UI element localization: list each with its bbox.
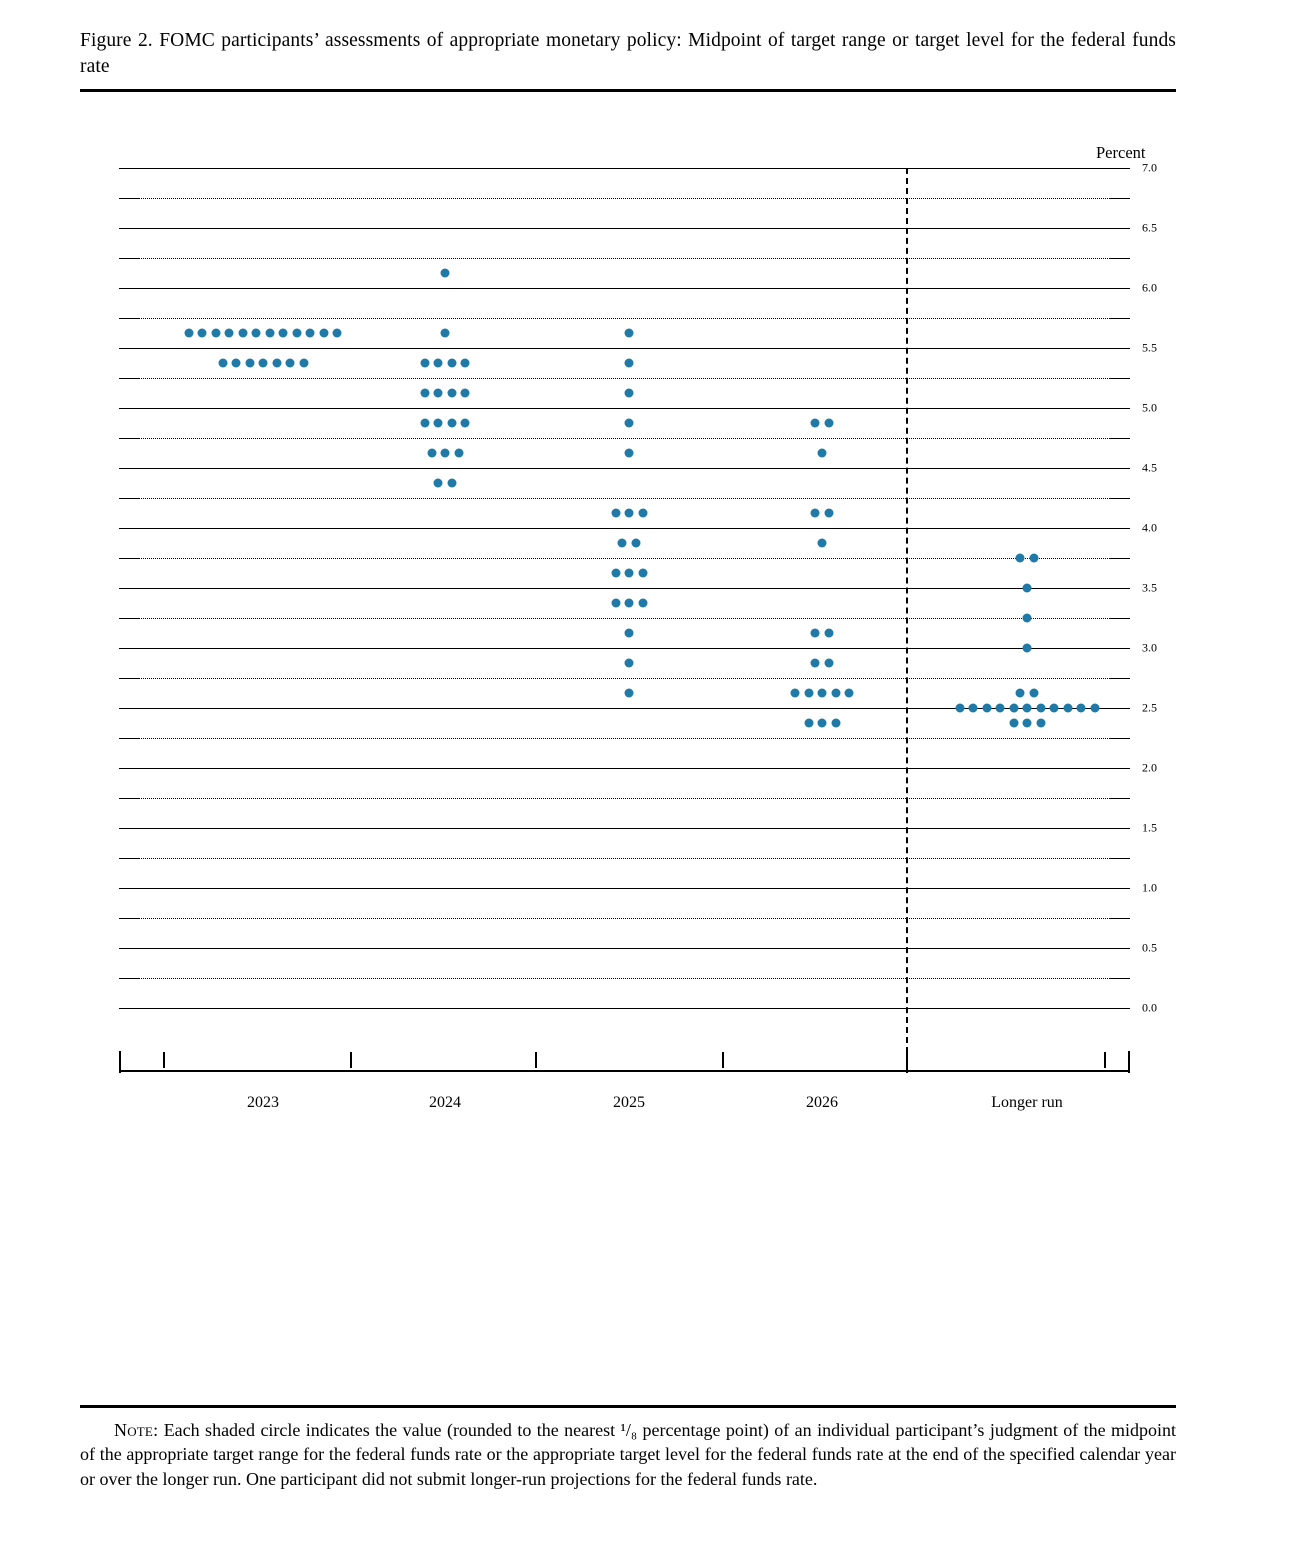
- x-axis-tick: [906, 1052, 908, 1068]
- data-dot: [791, 689, 800, 698]
- data-dot: [286, 359, 295, 368]
- gridline-minor: [119, 438, 1130, 439]
- data-dot: [969, 704, 978, 713]
- figure-note: [80, 1418, 1176, 1491]
- data-dot: [279, 329, 288, 338]
- y-axis-tick-label: 0.0: [1142, 1000, 1157, 1015]
- data-dot: [638, 509, 647, 518]
- data-dot: [1016, 689, 1025, 698]
- gridline-major: [119, 648, 1130, 649]
- data-dot: [1023, 644, 1032, 653]
- y-tick-right: [1110, 708, 1130, 709]
- y-tick-left: [119, 798, 139, 799]
- x-axis-tick: [1104, 1052, 1106, 1068]
- page-title: Figure 2. FOMC participants’ assessments of appropriate monetary policy: Midpoint of target range or target level for the federal funds rate: [80, 30, 1176, 78]
- y-tick-left: [119, 708, 139, 709]
- data-dot: [434, 389, 443, 398]
- y-tick-right: [1110, 378, 1130, 379]
- y-tick-right: [1110, 648, 1130, 649]
- data-dot: [420, 359, 429, 368]
- x-axis-category-label: Longer run: [991, 1094, 1063, 1111]
- y-axis-tick-label: 6.5: [1142, 220, 1157, 235]
- data-dot: [818, 719, 827, 728]
- y-tick-right: [1110, 198, 1130, 199]
- gridline-minor: [119, 198, 1130, 199]
- data-dot: [1036, 719, 1045, 728]
- note-label: Note:: [114, 1420, 159, 1440]
- data-dot: [1023, 584, 1032, 593]
- y-tick-left: [119, 978, 139, 979]
- gridline-minor: [119, 498, 1130, 499]
- y-tick-right: [1110, 948, 1130, 949]
- y-tick-right: [1110, 738, 1130, 739]
- data-dot: [1050, 704, 1059, 713]
- x-axis-tick: [350, 1052, 352, 1068]
- gridline-minor: [119, 678, 1130, 679]
- x-axis-category-label: 2023: [247, 1094, 279, 1111]
- y-axis-tick-label: 4.5: [1142, 460, 1157, 475]
- y-tick-right: [1110, 288, 1130, 289]
- data-dot: [625, 599, 634, 608]
- gridline-minor: [119, 738, 1130, 739]
- x-axis-category-label: 2026: [806, 1094, 838, 1111]
- data-dot: [811, 629, 820, 638]
- data-dot: [818, 689, 827, 698]
- data-dot: [625, 659, 634, 668]
- y-tick-right: [1110, 258, 1130, 259]
- y-tick-left: [119, 888, 139, 889]
- data-dot: [625, 689, 634, 698]
- y-tick-left: [119, 288, 139, 289]
- y-axis-tick-label: 0.5: [1142, 940, 1157, 955]
- data-dot: [198, 329, 207, 338]
- data-dot: [1029, 554, 1038, 563]
- y-tick-right: [1110, 408, 1130, 409]
- y-tick-left: [119, 588, 139, 589]
- data-dot: [420, 389, 429, 398]
- y-tick-left: [119, 858, 139, 859]
- data-dot: [1029, 689, 1038, 698]
- y-tick-left: [119, 1008, 139, 1009]
- data-dot: [333, 329, 342, 338]
- y-tick-left: [119, 948, 139, 949]
- y-tick-left: [119, 228, 139, 229]
- y-axis-tick-label: 1.0: [1142, 880, 1157, 895]
- y-tick-right: [1110, 168, 1130, 169]
- data-dot: [461, 419, 470, 428]
- data-dot: [811, 419, 820, 428]
- gridline-major: [119, 948, 1130, 949]
- gridline-major: [119, 288, 1130, 289]
- y-tick-right: [1110, 858, 1130, 859]
- data-dot: [638, 599, 647, 608]
- y-axis-tick-label: 3.0: [1142, 640, 1157, 655]
- y-tick-left: [119, 348, 139, 349]
- gridline-major: [119, 468, 1130, 469]
- data-dot: [625, 629, 634, 638]
- data-dot: [427, 449, 436, 458]
- data-dot: [434, 419, 443, 428]
- gridline-major: [119, 168, 1130, 169]
- data-dot: [461, 359, 470, 368]
- note-text: Each shaded circle indicates the value (rounded to the nearest ¹/₈ percentage point) of an individual participant’s judgment of the midpoint of the appropriate target range for the federal funds rate or the appropriate target level for the federal funds rate at the end of the specified calendar year or over the longer run. One participant did not submit longer-run projections for the federal funds rate.: [80, 1420, 1177, 1489]
- gridline-major: [119, 528, 1130, 529]
- data-dot: [447, 359, 456, 368]
- data-dot: [611, 599, 620, 608]
- data-dot: [447, 389, 456, 398]
- y-tick-right: [1110, 978, 1130, 979]
- gridline-minor: [119, 978, 1130, 979]
- y-tick-left: [119, 768, 139, 769]
- y-axis-tick-label: 4.0: [1142, 520, 1157, 535]
- data-dot: [1036, 704, 1045, 713]
- y-tick-left: [119, 918, 139, 919]
- y-tick-right: [1110, 918, 1130, 919]
- data-dot: [434, 359, 443, 368]
- y-tick-right: [1110, 828, 1130, 829]
- x-axis-category-label: 2024: [429, 1094, 461, 1111]
- data-dot: [831, 689, 840, 698]
- data-dot: [225, 329, 234, 338]
- data-dot: [611, 509, 620, 518]
- data-dot: [232, 359, 241, 368]
- x-axis-tick: [535, 1052, 537, 1068]
- y-axis-tick-label: 5.0: [1142, 400, 1157, 415]
- x-axis-tick: [163, 1052, 165, 1068]
- data-dot: [638, 569, 647, 578]
- gridline-minor: [119, 558, 1130, 559]
- data-dot: [611, 569, 620, 578]
- data-dot: [252, 329, 261, 338]
- y-tick-left: [119, 618, 139, 619]
- data-dot: [434, 479, 443, 488]
- data-dot: [982, 704, 991, 713]
- data-dot: [441, 449, 450, 458]
- data-dot: [1090, 704, 1099, 713]
- y-axis-tick-label: 1.5: [1142, 820, 1157, 835]
- y-tick-left: [119, 528, 139, 529]
- y-axis-tick-label: 2.0: [1142, 760, 1157, 775]
- data-dot: [1009, 704, 1018, 713]
- data-dot: [245, 359, 254, 368]
- data-dot: [1009, 719, 1018, 728]
- data-dot: [625, 329, 634, 338]
- y-tick-right: [1110, 798, 1130, 799]
- y-tick-left: [119, 828, 139, 829]
- y-axis-tick-label: 2.5: [1142, 700, 1157, 715]
- y-tick-right: [1110, 318, 1130, 319]
- data-dot: [618, 539, 627, 548]
- gridline-minor: [119, 258, 1130, 259]
- data-dot: [625, 449, 634, 458]
- data-dot: [845, 689, 854, 698]
- y-tick-right: [1110, 618, 1130, 619]
- data-dot: [1063, 704, 1072, 713]
- y-tick-right: [1110, 888, 1130, 889]
- data-dot: [1023, 704, 1032, 713]
- y-tick-right: [1110, 348, 1130, 349]
- y-axis-unit-label: Percent: [1096, 143, 1146, 162]
- gridline-major: [119, 768, 1130, 769]
- data-dot: [461, 389, 470, 398]
- data-dot: [306, 329, 315, 338]
- gridline-major: [119, 348, 1130, 349]
- gridline-major: [119, 588, 1130, 589]
- y-tick-right: [1110, 1008, 1130, 1009]
- data-dot: [447, 419, 456, 428]
- longer-run-separator: [906, 168, 908, 1073]
- data-dot: [259, 359, 268, 368]
- data-dot: [292, 329, 301, 338]
- data-dot: [1023, 614, 1032, 623]
- data-dot: [824, 659, 833, 668]
- data-dot: [955, 704, 964, 713]
- y-tick-right: [1110, 678, 1130, 679]
- data-dot: [625, 569, 634, 578]
- x-axis-category-label: 2025: [613, 1094, 645, 1111]
- gridline-minor: [119, 318, 1130, 319]
- data-dot: [299, 359, 308, 368]
- note-divider: [80, 1405, 1176, 1408]
- data-dot: [996, 704, 1005, 713]
- data-dot: [824, 629, 833, 638]
- y-tick-right: [1110, 558, 1130, 559]
- data-dot: [420, 419, 429, 428]
- y-tick-left: [119, 198, 139, 199]
- y-tick-left: [119, 558, 139, 559]
- y-tick-right: [1110, 588, 1130, 589]
- data-dot: [625, 359, 634, 368]
- gridline-minor: [119, 918, 1130, 919]
- data-dot: [441, 329, 450, 338]
- y-tick-left: [119, 648, 139, 649]
- gridline-major: [119, 1008, 1130, 1009]
- gridline-major: [119, 828, 1130, 829]
- y-tick-left: [119, 168, 139, 169]
- data-dot: [811, 509, 820, 518]
- x-axis-line: [119, 1070, 1130, 1072]
- gridline-minor: [119, 618, 1130, 619]
- y-tick-right: [1110, 768, 1130, 769]
- x-axis-endcap: [1128, 1051, 1130, 1073]
- y-tick-right: [1110, 528, 1130, 529]
- data-dot: [265, 329, 274, 338]
- data-dot: [824, 419, 833, 428]
- y-tick-left: [119, 468, 139, 469]
- gridline-major: [119, 708, 1130, 709]
- y-tick-left: [119, 738, 139, 739]
- data-dot: [319, 329, 328, 338]
- data-dot: [625, 509, 634, 518]
- data-dot: [811, 659, 820, 668]
- y-tick-right: [1110, 468, 1130, 469]
- data-dot: [272, 359, 281, 368]
- gridline-major: [119, 228, 1130, 229]
- data-dot: [441, 269, 450, 278]
- gridline-major: [119, 888, 1130, 889]
- data-dot: [818, 449, 827, 458]
- x-axis-endcap: [119, 1051, 121, 1073]
- plot-area: [119, 160, 1157, 1015]
- y-axis-tick-label: 3.5: [1142, 580, 1157, 595]
- y-tick-left: [119, 408, 139, 409]
- y-axis-tick-label: 6.0: [1142, 280, 1157, 295]
- data-dot: [631, 539, 640, 548]
- data-dot: [454, 449, 463, 458]
- gridline-minor: [119, 798, 1130, 799]
- gridline-major: [119, 408, 1130, 409]
- y-tick-left: [119, 378, 139, 379]
- y-axis-tick-label: 5.5: [1142, 340, 1157, 355]
- gridline-minor: [119, 858, 1130, 859]
- data-dot: [447, 479, 456, 488]
- y-tick-left: [119, 258, 139, 259]
- data-dot: [818, 539, 827, 548]
- data-dot: [804, 689, 813, 698]
- data-dot: [1023, 719, 1032, 728]
- data-dot: [625, 389, 634, 398]
- y-tick-right: [1110, 438, 1130, 439]
- data-dot: [625, 419, 634, 428]
- data-dot: [211, 329, 220, 338]
- data-dot: [804, 719, 813, 728]
- data-dot: [1077, 704, 1086, 713]
- y-tick-left: [119, 438, 139, 439]
- data-dot: [238, 329, 247, 338]
- y-axis-tick-label: 7.0: [1142, 160, 1157, 175]
- y-tick-right: [1110, 228, 1130, 229]
- data-dot: [1016, 554, 1025, 563]
- y-tick-left: [119, 678, 139, 679]
- data-dot: [824, 509, 833, 518]
- gridline-minor: [119, 378, 1130, 379]
- data-dot: [831, 719, 840, 728]
- x-axis-tick: [722, 1052, 724, 1068]
- data-dot: [184, 329, 193, 338]
- data-dot: [218, 359, 227, 368]
- y-tick-left: [119, 318, 139, 319]
- y-tick-left: [119, 498, 139, 499]
- y-tick-right: [1110, 498, 1130, 499]
